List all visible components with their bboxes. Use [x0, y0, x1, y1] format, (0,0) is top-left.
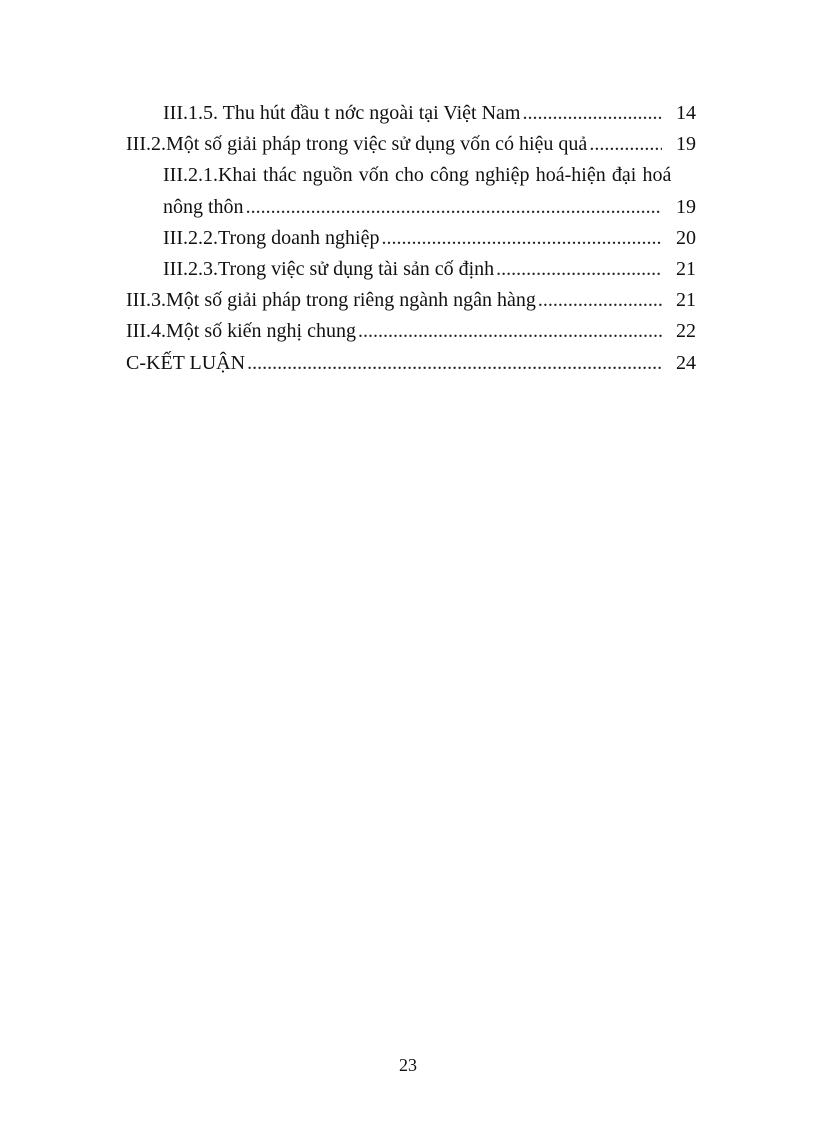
toc-leader-dots — [494, 254, 662, 285]
toc-entry-page: 20 — [676, 226, 696, 249]
toc-entry-title: III.4.Một số kiến nghị chung — [126, 320, 356, 343]
toc-entry-page: 19 — [676, 133, 696, 156]
toc-entry-title: III.2.2.Trong doanh nghiệp — [163, 226, 380, 249]
toc-entry-title: nông thôn — [163, 195, 244, 218]
toc-leader-dots — [587, 129, 662, 160]
toc-leader-dots — [244, 192, 662, 223]
toc-entry-page: 21 — [676, 257, 696, 280]
toc-leader-dots — [245, 348, 662, 379]
page-number: 23 — [399, 1055, 417, 1075]
toc-entry[interactable] — [126, 285, 696, 316]
toc-entry-title: III.1.5. Thu hút đầu t nớc ngoài tại Việt Nam — [163, 102, 521, 124]
toc-entry[interactable] — [126, 316, 696, 347]
toc-entry-page: 19 — [676, 195, 696, 218]
toc-entry-page: 24 — [676, 351, 696, 374]
toc-entry-page: 14 — [676, 102, 696, 124]
toc-entry-title: III.2.3.Trong việc sử dụng tài sản cố định — [163, 257, 495, 280]
toc-entry-title: III.2.1.Khai thác nguồn vốn cho công nghiệp hoá-hiện đại hoá — [163, 164, 672, 187]
toc-entry[interactable] — [126, 192, 696, 223]
toc-entry-title: III.2.Một số giải pháp trong việc sử dụng vốn có hiệu quả — [126, 133, 588, 156]
toc-entry[interactable] — [126, 223, 696, 254]
toc-entry[interactable] — [126, 129, 696, 160]
toc-leader-dots — [379, 223, 662, 254]
toc-entry-page: 21 — [676, 289, 696, 312]
toc-leader-dots — [536, 285, 662, 316]
toc-entry[interactable] — [126, 98, 696, 129]
toc-entry-title: C-KẾT LUẬN — [126, 351, 246, 374]
toc-entry[interactable] — [126, 348, 696, 379]
table-of-contents — [126, 98, 696, 379]
toc-entry-page: 22 — [676, 320, 696, 343]
toc-entry[interactable] — [126, 160, 696, 191]
toc-entry[interactable] — [126, 254, 696, 285]
toc-leader-dots — [356, 316, 662, 347]
toc-leader-dots — [520, 98, 662, 129]
toc-entry-title: III.3.Một số giải pháp trong riêng ngành ngân hàng — [126, 289, 536, 312]
